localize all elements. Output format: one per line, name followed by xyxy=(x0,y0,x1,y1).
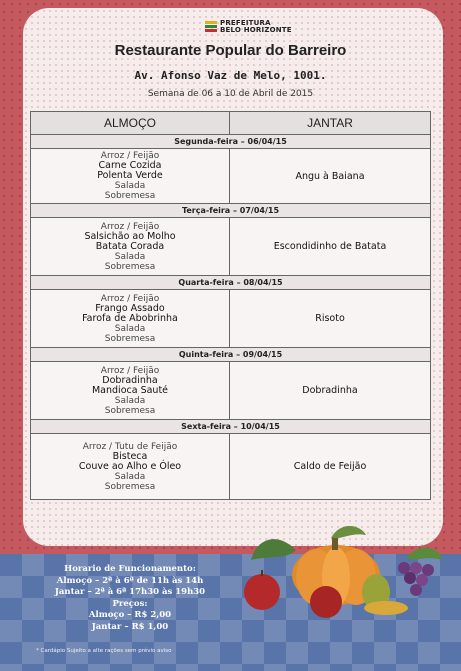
lunch-item: Salada xyxy=(114,181,146,191)
logo xyxy=(205,20,292,34)
lunch-item: Polenta Verde xyxy=(97,170,163,181)
corn-icon xyxy=(364,601,408,615)
lunch-item: Arroz / Feijão xyxy=(100,151,160,161)
day-row xyxy=(31,348,431,362)
lunch-item: Dobradinha xyxy=(102,374,158,386)
page-title: Restaurante Popular do Barreiro xyxy=(114,42,347,59)
meal-row xyxy=(31,290,431,348)
prices-title: Preços: xyxy=(112,598,148,609)
day-label: Quinta-feira – 09/04/15 xyxy=(31,348,431,362)
lunch-cell xyxy=(31,149,230,204)
opening-hours xyxy=(40,564,220,633)
restaurant-address: Av. Afonso Vaz de Melo, 1001. xyxy=(134,69,327,82)
meal-row xyxy=(31,362,431,420)
dinner-cell: Angu à Baiana xyxy=(230,149,431,204)
lunch-item: Farofa de Abobrinha xyxy=(82,312,178,324)
lunch-item: Sobremesa xyxy=(104,405,156,416)
day-row xyxy=(31,135,431,149)
dinner-cell: Risoto xyxy=(230,290,431,348)
day-label: Sexta-feira – 10/04/15 xyxy=(31,420,431,434)
meal-row xyxy=(31,218,431,276)
lunch-item: Carne Cozida xyxy=(98,160,162,171)
day-row xyxy=(31,420,431,434)
lunch-item: Arroz / Tutu de Feijão xyxy=(82,441,178,452)
day-row xyxy=(31,204,431,218)
lunch-cell xyxy=(31,290,230,348)
lunch-cell xyxy=(31,218,230,276)
lunch-hours: Almoço – 2ª à 6ª de 11h às 14h xyxy=(56,575,204,586)
logo-line2: BELO HORIZONTE xyxy=(220,26,292,34)
lunch-item: Batata Corada xyxy=(95,240,165,252)
grapes-icon xyxy=(398,562,434,596)
lunch-cell xyxy=(31,434,230,500)
menu-table xyxy=(30,111,431,500)
lunch-item: Mandioca Sauté xyxy=(91,384,169,396)
lunch-item: Bisteca xyxy=(112,450,148,462)
logo-line1: PREFEITURA xyxy=(220,19,271,27)
lunch-item: Couve ao Alho e Óleo xyxy=(78,460,182,472)
lunch-item: Salada xyxy=(114,323,146,334)
day-row xyxy=(31,276,431,290)
lunch-item: Sobremesa xyxy=(104,481,156,492)
day-label: Segunda-feira – 06/04/15 xyxy=(31,135,431,149)
lunch-item: Salsichão ao Molho xyxy=(84,230,176,242)
day-label: Terça-feira – 07/04/15 xyxy=(31,204,431,218)
dinner-price: Jantar – R$ 1,00 xyxy=(91,621,169,632)
disclaimer-note: * Cardápio Sujeito a alte rações sem prévio aviso xyxy=(36,648,172,654)
hours-title: Horario de Funcionamento: xyxy=(64,564,196,574)
lunch-item: Sobremesa xyxy=(104,333,156,344)
lunch-item: Salada xyxy=(114,395,146,406)
lunch-item: Salada xyxy=(114,471,146,482)
lunch-item: Frango Assado xyxy=(95,302,165,314)
dinner-cell: Dobradinha xyxy=(230,362,431,420)
lunch-item: Arroz / Feijão xyxy=(100,293,160,304)
week-label: Semana de 06 a 10 de Abril de 2015 xyxy=(147,89,314,99)
lunch-cell xyxy=(31,362,230,420)
dinner-cell: Escondidinho de Batata xyxy=(230,218,431,276)
city-emblem-icon xyxy=(205,21,217,33)
fruit-illustration xyxy=(236,520,452,620)
lunch-item: Salada xyxy=(114,251,146,262)
column-header-dinner: JANTAR xyxy=(230,112,431,135)
meal-row xyxy=(31,434,431,500)
meal-row xyxy=(31,149,431,204)
lunch-price: Almoço – R$ 2,00 xyxy=(88,610,172,620)
lunch-item: Arroz / Feijão xyxy=(100,221,160,232)
column-header-lunch: ALMOÇO xyxy=(31,112,230,135)
dinner-hours: Jantar – 2ª à 6ª 17h30 às 19h30 xyxy=(54,587,206,597)
lunch-item: Sobremesa xyxy=(104,191,156,201)
dinner-cell: Caldo de Feijão xyxy=(230,434,431,500)
day-label: Quarta-feira – 08/04/15 xyxy=(31,276,431,290)
lunch-item: Arroz / Feijão xyxy=(100,365,160,376)
lunch-item: Sobremesa xyxy=(104,261,156,272)
